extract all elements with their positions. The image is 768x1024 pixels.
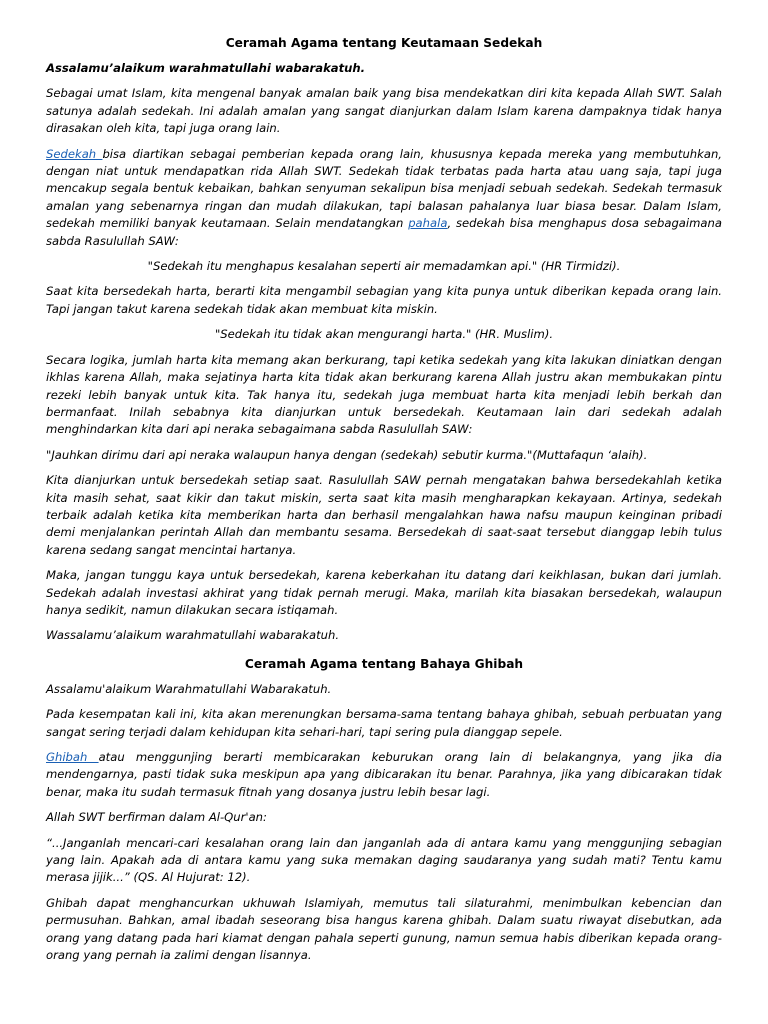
paragraph: Kita dianjurkan untuk bersedekah setiap saat. Rasulullah SAW pernah mengatakan bahwa bersedekahlah ketika kita masih sehat, saat kikir dan takut miskin, serta saat kita masih mengharapkan kekayaan. Artinya, sedekah terbaik adalah ketika kita memberikan harta dan berhasil mengalahkan hawa nafsu maupun keinginan pribadi demi menjalankan perintah Allah dan membantu sesama. Bersedekah di saat-saat tersebut dianggap lebih tulus karena sedang sangat mencintai hartanya. <box>46 473 722 557</box>
paragraph-definition <box>46 749 722 801</box>
text-segment: atau menggunjing berarti membicarakan keburukan orang lain di belakangnya, yang jika dia mendengarnya, pasti tidak suka meskipun apa yang dibicarakan itu benar. Parahnya, jika yang dibicarakan tidak benar, maka itu sudah termasuk fitnah yang dosanya justru lebih besar lagi. <box>46 750 722 799</box>
section-title-ghibah: Ceramah Agama tentang Bahaya Ghibah <box>244 656 524 671</box>
document-page <box>46 34 722 972</box>
link-pahala[interactable]: pahala <box>408 216 448 231</box>
greeting: Assalamu’alaikum warahmatullahi wabarakatuh. <box>46 61 366 75</box>
paragraph: Saat kita bersedekah harta, berarti kita mengambil sebagian yang kita punya untuk diberikan kepada orang lain. Tapi jangan takut karena sedekah tidak akan membuat kita miskin. <box>46 284 722 316</box>
text-segment: bisa diartikan sebagai pemberian kepada orang lain, khususnya kepada mereka yang membutuhkan, dengan niat untuk mendapatkan rida Allah SWT. Sedekah tidak terbatas pada harta atau uang saja, tapi juga mencakup segala bentuk kebaikan, bahkan senyuman sekalipun bisa menjadi sebuah sedekah. Sedekah termasuk amalan yang sebenarnya ringan dan mudah dilakukan, tapi balasan pahalanya luar biasa besar. Dalam Islam, sedekah memiliki banyak keutamaan. Selain mendatangkan <box>46 146 722 231</box>
hadith-quote: "Sedekah itu tidak akan mengurangi harta." (HR. Muslim). <box>214 327 554 342</box>
greeting: Assalamu'alaikum Warahmatullahi Wabarakatuh. <box>46 681 332 696</box>
hadith-quote: "Jauhkan dirimu dari api neraka walaupun hanya dengan (sedekah) sebutir kurma."(Muttafaqun ‘alaih). <box>46 447 648 462</box>
quran-quote: “...Janganlah mencari-cari kesalahan orang lain dan janganlah ada di antara kamu yang menggunjing sebagian yang lain. Apakah ada di antara kamu yang suka memakan daging saudaranya yang sudah mati? Tentu kamu merasa jijik...” (QS. Al Hujurat: 12). <box>46 835 722 885</box>
paragraph: Ghibah dapat menghancurkan ukhuwah Islamiyah, memutus tali silaturahmi, menimbulkan kebencian dan permusuhan. Bahkan, amal ibadah seseorang bisa hangus karena ghibah. Dalam suatu riwayat disebutkan, ada orang yang datang pada hari kiamat dengan pahala seperti gunung, namun semua habis diberikan kepada orang-orang yang pernah ia zalimi dengan lisannya. <box>46 895 722 963</box>
hadith-quote: "Sedekah itu menghapus kesalahan seperti air memadamkan api." (HR Tirmidzi). <box>147 259 621 274</box>
link-sedekah[interactable]: Sedekah <box>46 146 103 161</box>
link-ghibah[interactable]: Ghibah <box>46 750 99 764</box>
paragraph-intro: Sebagai umat Islam, kita mengenal banyak amalan baik yang bisa mendekatkan diri kita kepada Allah SWT. Salah satunya adalah sedekah. Ini adalah amalan yang sangat dianjurkan dalam Islam karena dampaknya tidak hanya dirasakan oleh kita, tapi juga orang lain. <box>46 86 722 136</box>
text-segment: , sedekah bisa menghapus dosa sebagaimana sabda Rasulullah SAW: <box>46 216 722 248</box>
paragraph: Allah SWT berfirman dalam Al-Qur'an: <box>46 810 267 825</box>
paragraph-definition <box>46 146 722 250</box>
paragraph: Maka, jangan tunggu kaya untuk bersedekah, karena keberkahan itu datang dari keikhlasan, bukan dari jumlah. Sedekah adalah investasi akhirat yang tidak pernah merugi. Maka, marilah kita biasakan bersedekah, walaupun hanya sedikit, namun dilakukan secara istiqamah. <box>46 568 722 617</box>
section-title-sedekah: Ceramah Agama tentang Keutamaan Sedekah <box>225 36 543 50</box>
closing-greeting: Wassalamu’alaikum warahmatullahi wabarakatuh. <box>46 628 340 643</box>
paragraph-intro: Pada kesempatan kali ini, kita akan merenungkan bersama-sama tentang bahaya ghibah, sebuah perbuatan yang sangat sering terjadi dalam kehidupan kita sehari-hari, tapi sering pula dianggap sepele. <box>46 707 722 739</box>
paragraph: Secara logika, jumlah harta kita memang akan berkurang, tapi ketika sedekah yang kita lakukan diniatkan dengan ikhlas karena Allah, maka sejatinya harta kita tidak akan berkurang karena Allah justru akan membukakan pintu rezeki lebih banyak untuk kita. Tak hanya itu, sedekah juga membuat harta kita menjadi lebih berkah dan bermanfaat. Inilah sebabnya kita dianjurkan untuk bersedekah. Keutamaan lain dari sedekah adalah menghindarkan kita dari api neraka sebagaimana sabda Rasulullah SAW: <box>46 352 722 437</box>
